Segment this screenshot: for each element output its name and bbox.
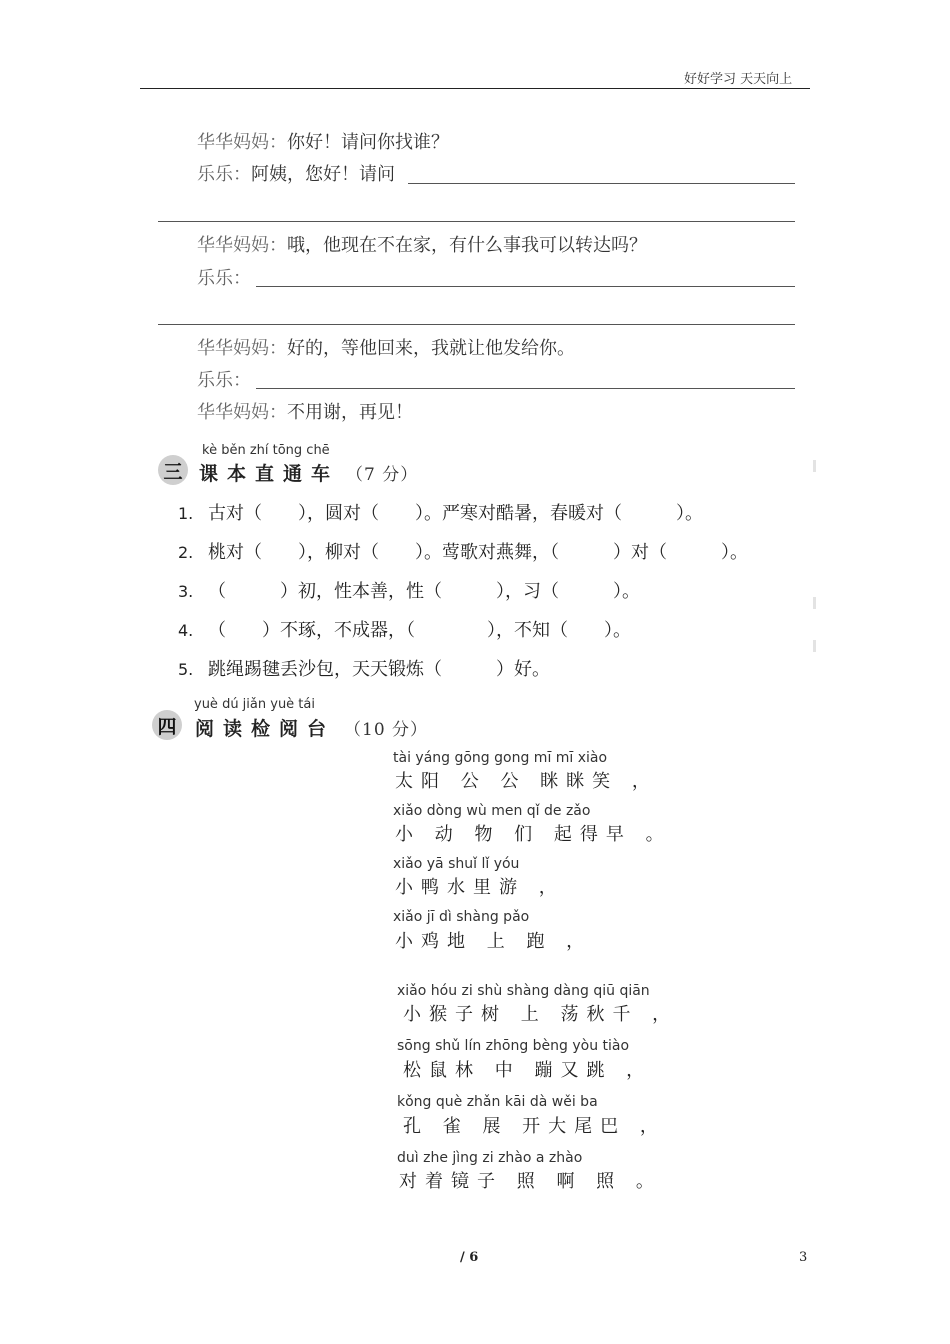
header-motto: 好好学习 天天向上 bbox=[684, 72, 793, 87]
poem-pinyin: xiǎo jī dì shàng pǎo bbox=[393, 909, 530, 925]
dialogue-line bbox=[197, 366, 251, 392]
question-text: 古对（ ），圆对（ ）。严寒对酷暑，春暖对（ ）。 bbox=[208, 503, 703, 524]
poem-pinyin: kǒng què zhǎn kāi dà wěi ba bbox=[397, 1094, 598, 1110]
speaker: 华华妈妈： bbox=[197, 402, 287, 423]
dialogue-line bbox=[197, 128, 449, 154]
question-text: 跳绳踢毽丢沙包，天天锻炼（ ）好。 bbox=[208, 659, 550, 680]
question bbox=[178, 538, 748, 564]
section-title: 阅读检阅台 bbox=[195, 718, 336, 740]
line-text: 好的，等他回来，我就让他发给你。 bbox=[287, 338, 575, 359]
section-score: （7 分） bbox=[346, 465, 419, 485]
speaker: 华华妈妈： bbox=[197, 132, 287, 153]
poem-pinyin: xiǎo dòng wù men qǐ de zǎo bbox=[393, 803, 591, 819]
section-score: （10 分） bbox=[344, 720, 429, 740]
speaker: 乐乐： bbox=[197, 268, 251, 289]
answer-blank[interactable] bbox=[158, 221, 795, 222]
line-text: 哦，他现在不在家，有什么事我可以转达吗？ bbox=[287, 235, 647, 256]
poem-line: 小鸭水里游 ， bbox=[395, 877, 565, 898]
poem-line: 小猴子树 上 荡秋千 ， bbox=[403, 1004, 679, 1025]
question-number: 3. bbox=[178, 582, 194, 601]
section-number-badge: 四 bbox=[152, 710, 182, 740]
dialogue-line bbox=[197, 231, 647, 257]
poem-line: 小鸡地 上 跑 ， bbox=[395, 931, 593, 952]
speaker: 乐乐： bbox=[197, 164, 251, 185]
answer-blank[interactable] bbox=[408, 183, 795, 184]
poem-pinyin: tài yáng gōng gong mī mī xiào bbox=[393, 750, 608, 766]
header-divider bbox=[140, 88, 810, 89]
question bbox=[178, 499, 703, 525]
section-title: 课本直通车 bbox=[199, 463, 340, 485]
question-number: 1. bbox=[178, 504, 194, 523]
line-text: 阿姨，您好！请问 bbox=[251, 164, 395, 185]
question bbox=[178, 577, 640, 603]
dialogue-line bbox=[197, 398, 413, 424]
scan-mark bbox=[813, 597, 816, 609]
speaker: 华华妈妈： bbox=[197, 338, 287, 359]
speaker: 乐乐： bbox=[197, 370, 251, 391]
dialogue-line bbox=[197, 334, 575, 360]
scan-mark bbox=[813, 640, 816, 652]
poem-line: 松鼠林 中 蹦又跳 ， bbox=[403, 1060, 653, 1081]
line-text: 你好！请问你找谁？ bbox=[287, 132, 449, 153]
question bbox=[178, 655, 550, 681]
section-number-badge: 三 bbox=[158, 455, 188, 485]
poem-line: 孔 雀 展 开大尾巴 ， bbox=[403, 1116, 666, 1137]
question-number: 4. bbox=[178, 621, 194, 640]
line-text: 不用谢，再见！ bbox=[287, 402, 413, 423]
question bbox=[178, 616, 631, 642]
question-number: 2. bbox=[178, 543, 194, 562]
answer-blank[interactable] bbox=[256, 388, 795, 389]
scan-mark bbox=[813, 460, 816, 472]
dialogue-line bbox=[197, 160, 395, 186]
question-text: 桃对（ ），柳对（ ）。莺歌对燕舞，（ ）对（ ）。 bbox=[208, 542, 748, 563]
question-text: （ ）不琢，不成器，（ ），不知（ ）。 bbox=[208, 620, 631, 641]
page-total: / 6 bbox=[460, 1250, 479, 1265]
answer-blank[interactable] bbox=[158, 324, 795, 325]
poem-line: 小 动 物 们 起得早 。 bbox=[395, 824, 672, 845]
poem-pinyin: xiǎo hóu zi shù shàng dàng qiū qiān bbox=[397, 983, 650, 999]
dialogue-line bbox=[197, 264, 251, 290]
question-number: 5. bbox=[178, 660, 194, 679]
question-text: （ ）初，性本善，性（ ），习（ ）。 bbox=[208, 581, 640, 602]
poem-pinyin: sōng shǔ lín zhōng bèng yòu tiào bbox=[397, 1038, 630, 1054]
answer-blank[interactable] bbox=[256, 286, 795, 287]
poem-pinyin: xiǎo yā shuǐ lǐ yóu bbox=[393, 856, 520, 872]
section-pinyin: kè běn zhí tōng chē bbox=[202, 443, 330, 458]
page-number: 3 bbox=[799, 1250, 808, 1265]
poem-pinyin: duì zhe jìng zi zhào a zhào bbox=[397, 1150, 583, 1166]
section-pinyin: yuè dú jiǎn yuè tái bbox=[194, 697, 315, 712]
poem-line: 对着镜子 照 啊 照 。 bbox=[399, 1171, 662, 1192]
speaker: 华华妈妈： bbox=[197, 235, 287, 256]
poem-line: 太阳 公 公 眯眯笑 ， bbox=[395, 771, 658, 792]
